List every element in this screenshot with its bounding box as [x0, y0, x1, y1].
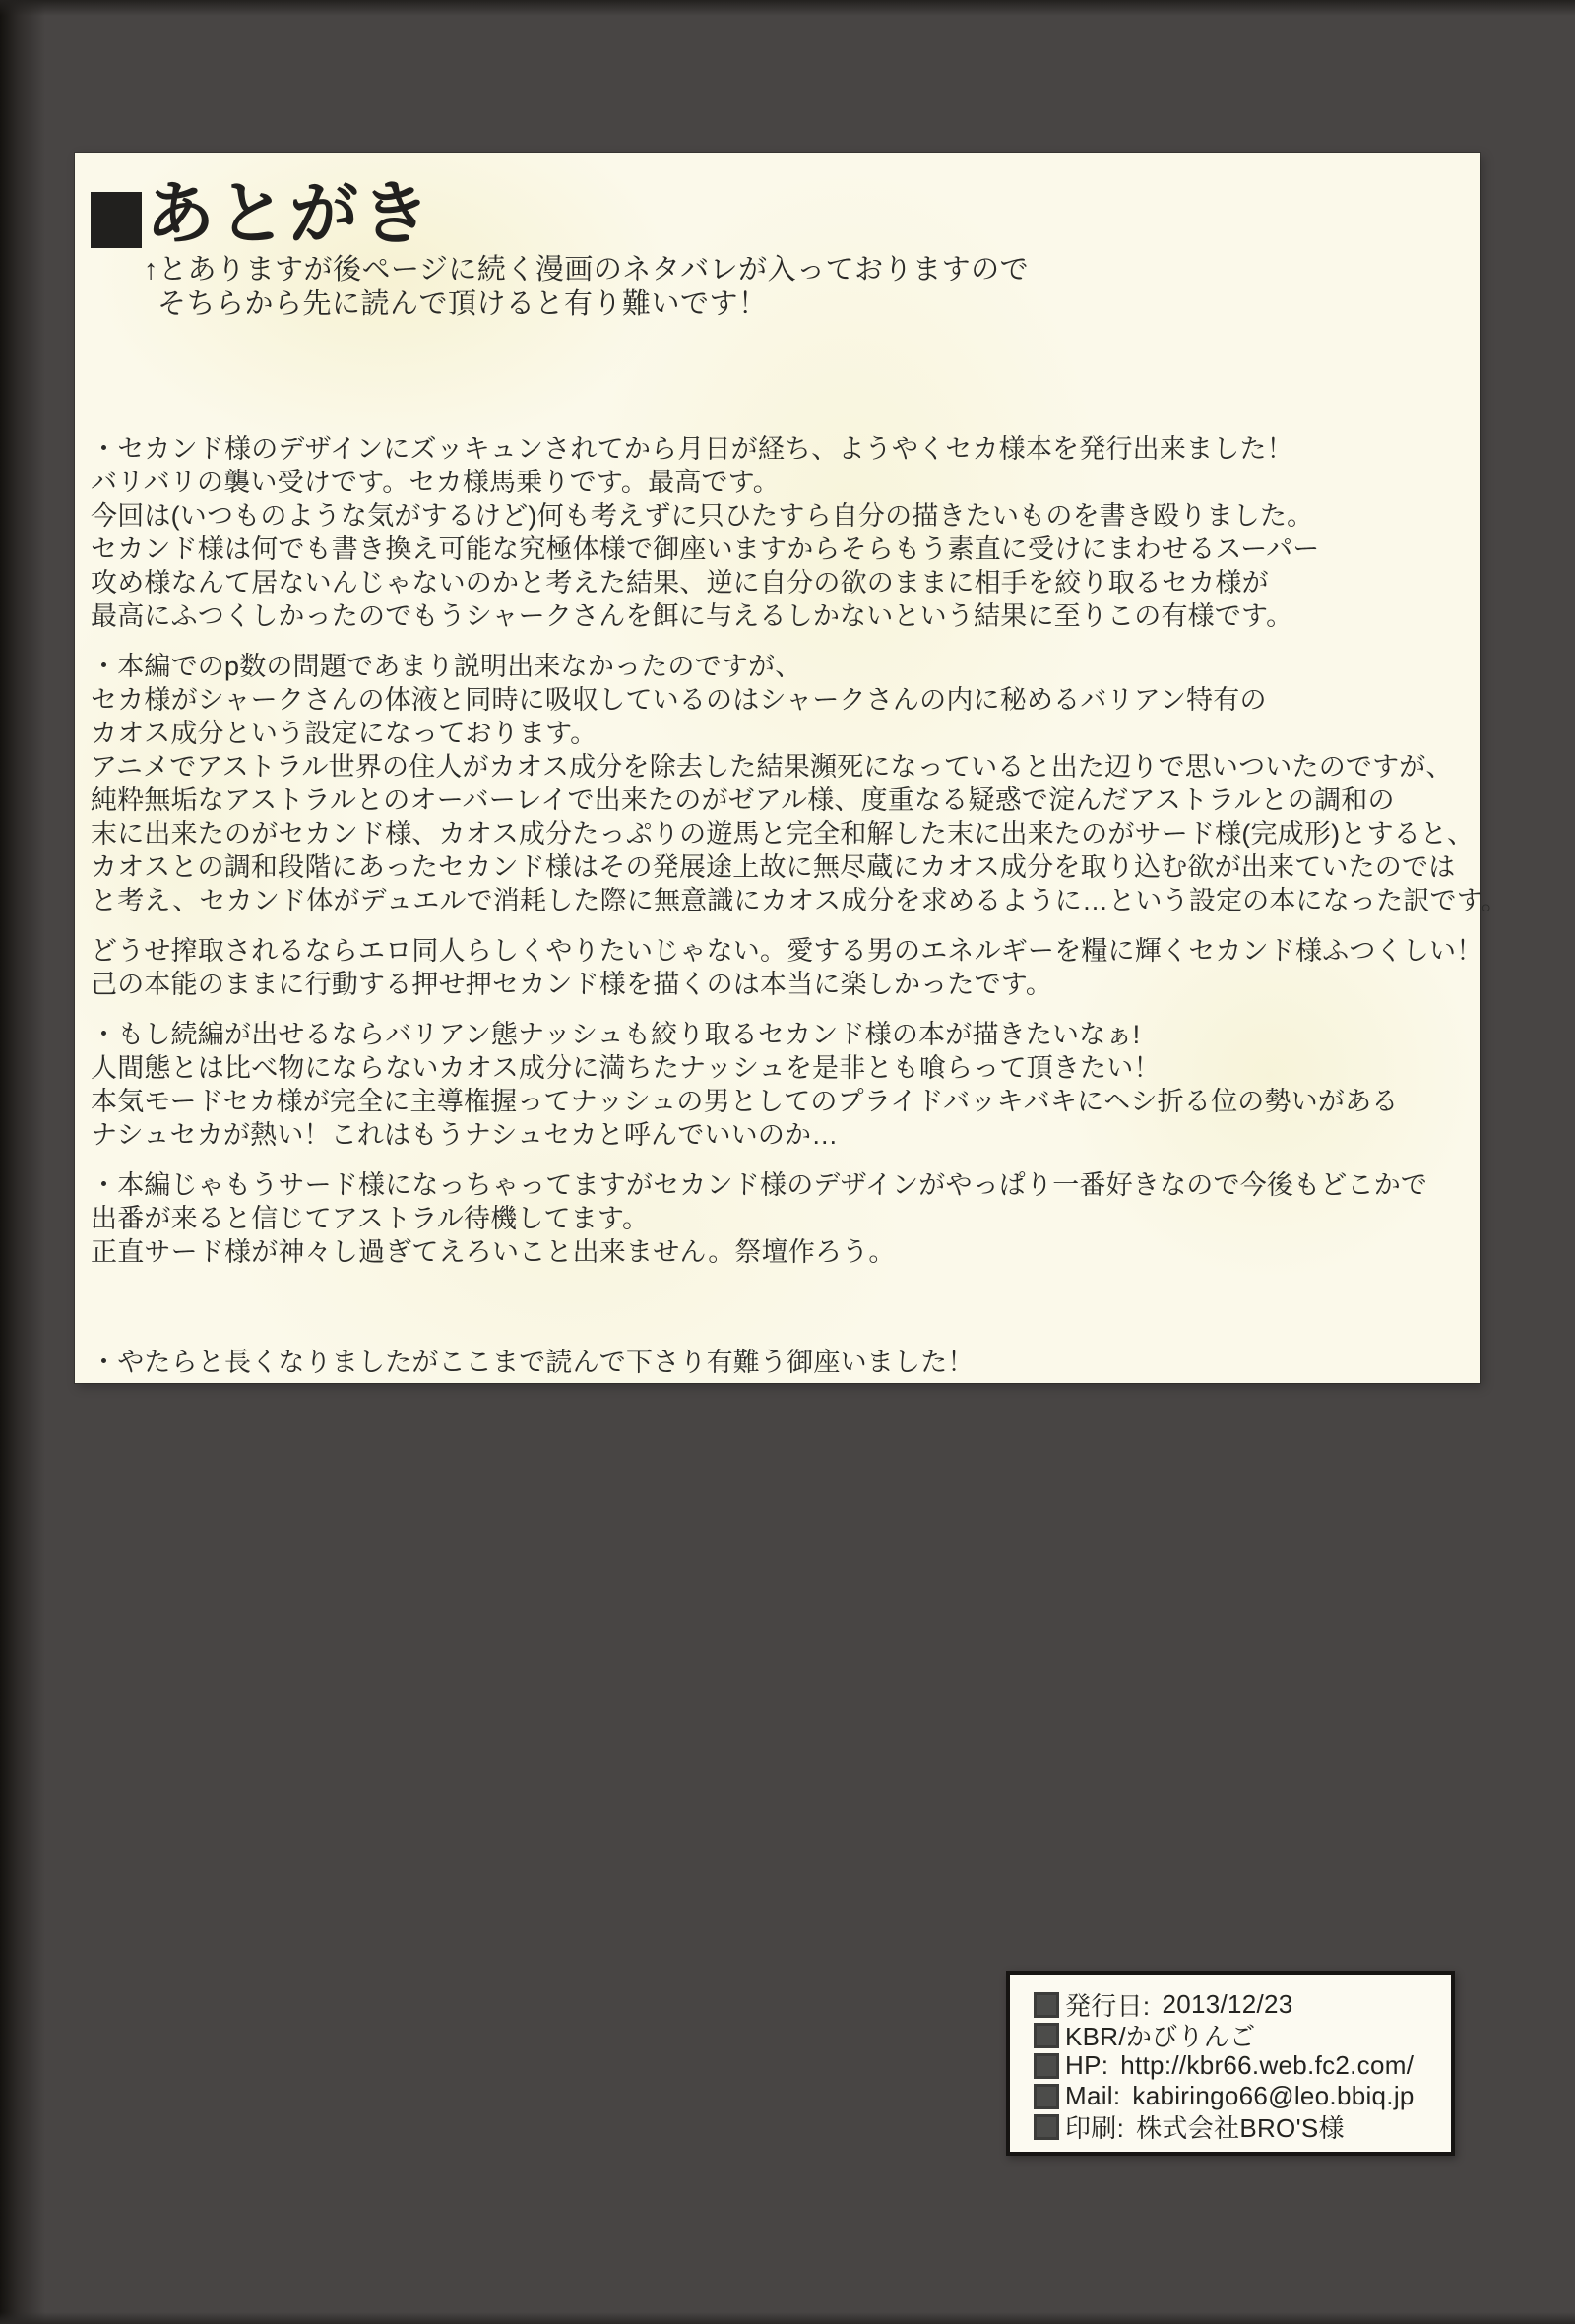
body-line: セカンド様は何でも書き換え可能な究極体様で御座いますからそらもう素直に受けにまわせるスーパー — [91, 534, 1320, 564]
body-line: 正直サード様が神々し過ぎてえろいこと出来ません。祭壇作ろう。 — [91, 1236, 896, 1267]
body-line: ・本編でのp数の問題であまり説明出来なかったのですが、 — [91, 651, 802, 681]
bullet-square-icon — [1034, 2114, 1059, 2140]
spoiler-note — [144, 253, 1463, 322]
body-line: ・やたらと長くなりましたがここまで読んで下さり有難う御座いました！ — [91, 1347, 975, 1377]
body-line: 今回は(いつものような気がするけど)何も考えずに只ひたすら自分の描きたいものを書き殴りました。 — [91, 500, 1314, 531]
body-line: 攻め様なんて居ないんじゃないのかと考えた結果、逆に自分の欲のままに相手を絞り取るセカ様が — [91, 567, 1269, 597]
body-line: 最高にふつくしかったのでもうシャークさんを餌に与えるしかないという結果に至りこの有様です。 — [91, 600, 1293, 631]
scan-gutter-shadow — [0, 0, 45, 2324]
colophon-value: 株式会社BRO'S様 — [1136, 2113, 1345, 2143]
colophon-value: http://kbr66.web.fc2.com/ — [1120, 2050, 1415, 2080]
body-paragraph — [91, 432, 1463, 633]
body-line: バリバリの襲い受けです。セカ様馬乗りです。最高です。 — [91, 467, 780, 497]
scan-edge-bottom — [0, 2312, 1575, 2324]
afterword-body — [91, 432, 1508, 1379]
colophon-value: 2013/12/23 — [1162, 1989, 1293, 2019]
body-line: ナシュセカが熱い！これはもうナシュセカと呼んでいいのか… — [91, 1119, 839, 1150]
body-line: ・もし続編が出せるならバリアン態ナッシュも絞り取るセカンド様の本が描きたいなぁ! — [91, 1019, 1141, 1049]
body-line: と考え、セカンド体がデュエルで消耗した際に無意識にカオス成分を求めるように…という設定の本になった訳です。 — [91, 885, 1508, 915]
colophon-label: Mail: — [1065, 2081, 1121, 2110]
body-line: カオス成分という設定になっております。 — [91, 718, 598, 748]
body-line: 出番が来ると信じてアストラル待機してます。 — [91, 1203, 650, 1233]
bullet-square-icon — [1034, 2023, 1059, 2048]
body-paragraph — [91, 1168, 1463, 1269]
body-line: アニメでアストラル世界の住人がカオス成分を除去した結果瀕死になっていると出た辺りで思いついたのですが、 — [91, 751, 1453, 782]
colophon-row-mail — [1034, 2081, 1451, 2111]
body-line: ・セカンド様のデザインにズッキュンされてから月日が経ち、ようやくセカ様本を発行出来ました！ — [91, 433, 1293, 464]
body-paragraph — [91, 650, 1508, 917]
bullet-square-icon — [1034, 2053, 1059, 2079]
colophon-row-publish-date — [1034, 1989, 1451, 2020]
page-title: あとがき — [146, 175, 433, 252]
body-paragraph — [91, 934, 1483, 1001]
body-line: カオスとの調和段階にあったセカンド様はその発展途上故に無尽蔵にカオス成分を取り込む欲が出来ていたのでは — [91, 851, 1456, 882]
body-line: 末に出来たのがセカンド様、カオス成分たっぷりの遊馬と完全和解した末に出来たのがサード様(完成形)とすると、 — [91, 818, 1475, 848]
body-line: セカ様がシャークさんの体液と同時に吸収しているのはシャークさんの内に秘めるバリアン特有の — [91, 684, 1267, 715]
black-square-icon — [91, 192, 142, 248]
colophon-box — [1006, 1971, 1455, 2156]
colophon-label: KBR/かびりんご — [1065, 2022, 1256, 2051]
spoiler-note-line: そちらから先に読んで頂けると有り難いです！ — [158, 287, 768, 320]
body-line: ・本編じゃもうサード様になっちゃってますがセカンド様のデザインがやっぱり一番好きなので今後もどこかで — [91, 1169, 1428, 1200]
afterword-content — [75, 153, 1508, 1379]
body-paragraph-closing — [91, 1346, 1463, 1379]
colophon-label: 印刷: — [1065, 2113, 1125, 2143]
bullet-square-icon — [1034, 2084, 1059, 2109]
afterword-title-block — [91, 175, 1463, 252]
colophon-label: 発行日: — [1065, 1991, 1151, 2021]
body-line: どうせ搾取されるならエロ同人らしくやりたいじゃない。愛する男のエネルギーを糧に輝くセカンド様ふつくしい！ — [91, 935, 1483, 966]
scan-edge-top — [0, 0, 1575, 16]
colophon-row-printer — [1034, 2111, 1451, 2142]
colophon-row-homepage — [1034, 2050, 1451, 2081]
body-paragraph — [91, 1018, 1463, 1152]
body-line: 人間態とは比べ物にならないカオス成分に満ちたナッシュを是非とも喰らって頂きたい！ — [91, 1052, 1161, 1083]
colophon-label: HP: — [1065, 2050, 1109, 2080]
colophon-value: kabiringo66@leo.bbiq.jp — [1132, 2081, 1415, 2110]
body-line: 純粋無垢なアストラルとのオーバーレイで出来たのがゼアル様、度重なる疑惑で淀んだアストラルとの調和の — [91, 785, 1395, 815]
body-line: 本気モードセカ様が完全に主導権握ってナッシュの男としてのプライドバッキバキにヘシ折る位の勢いがある — [91, 1086, 1399, 1116]
colophon-row-circle-author — [1034, 2020, 1451, 2050]
afterword-paper — [75, 153, 1508, 1383]
bullet-square-icon — [1034, 1992, 1059, 2018]
body-line: 己の本能のままに行動する押せ押セカンド様を描くのは本当に楽しかったです。 — [91, 969, 1053, 999]
spoiler-note-line: ↑とありますが後ページに続く漫画のネタバレが入っておりますので — [144, 253, 1030, 285]
